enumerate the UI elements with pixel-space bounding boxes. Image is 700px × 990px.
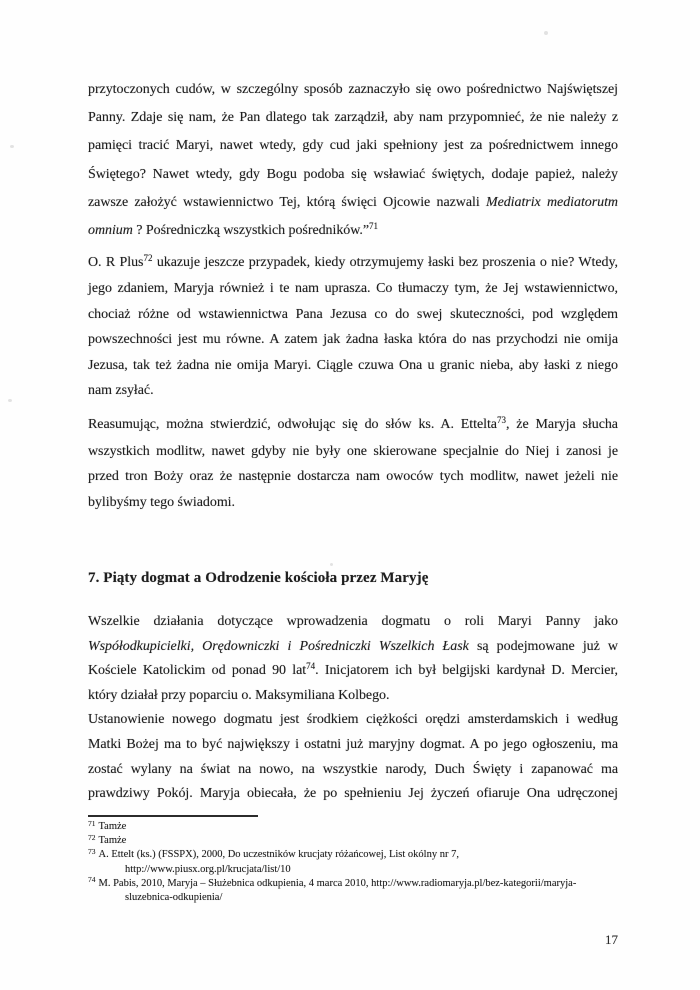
text-line bbox=[88, 610, 618, 635]
text-line bbox=[88, 378, 618, 403]
section-heading bbox=[88, 566, 618, 590]
text-segment: pamięci tracić Maryi, nawet wtedy, gdy cud jaki spełniony jest za pośrednictwem innego bbox=[88, 138, 618, 154]
text-line bbox=[88, 76, 618, 104]
footnote-text: sluzebnica-odkupienia/ bbox=[125, 892, 223, 904]
text-line bbox=[88, 635, 618, 660]
footnote bbox=[88, 820, 628, 834]
text-segment: Matki Bożej ma to być największy i ostatni już maryjny dogmat. A po jego ogłoszeniu, ma bbox=[88, 736, 618, 752]
text-segment: Panny. Zdaje się nam, że Pan dlatego tak zarządził, aby nam przypomnieć, że nie należy z bbox=[88, 110, 618, 126]
footnote-ref: 73 bbox=[496, 415, 506, 425]
text-line bbox=[88, 439, 618, 465]
text-line bbox=[88, 217, 618, 245]
paragraph bbox=[88, 610, 618, 807]
text-line bbox=[88, 132, 618, 160]
text-segment: 7. Piąty dogmat a Odrodzenie kościoła przez Maryję bbox=[88, 570, 429, 586]
text-line bbox=[88, 412, 618, 439]
text-line bbox=[88, 353, 618, 378]
text-segment: bylibyśmy tego świadomi. bbox=[88, 494, 235, 510]
footnote-line bbox=[88, 834, 628, 848]
text-segment: Współodkupicielki, Orędowniczki i Pośredniczki Wszelkich Łask bbox=[88, 638, 469, 654]
text-segment: są podejmowane już w bbox=[468, 638, 618, 654]
text-segment: Świętego? Nawet wtedy, gdy Bogu podoba się wsławiać świętych, dodaje papież, należy bbox=[88, 166, 618, 182]
text-line bbox=[88, 684, 618, 709]
footnote-marker: 73 bbox=[88, 846, 96, 856]
text-segment: zostać wylany na świat na nowo, na wszystkie narody, Duch Święty i zapanować ma bbox=[88, 761, 618, 777]
footnote bbox=[88, 877, 628, 905]
text-segment: Wszelkie działania dotyczące wprowadzenia dogmatu o roli Maryi Panny jako bbox=[88, 614, 618, 629]
text-line bbox=[88, 708, 618, 733]
text-segment: omnium bbox=[88, 223, 133, 239]
footnote-ref: 71 bbox=[369, 221, 379, 232]
text-segment: powszechności jest mu równe. A zatem jak żadna łaska która do nas przychodzi nie omija bbox=[88, 332, 618, 348]
text-segment: Reasumując, można stwierdzić, odwołując się do słów ks. A. Ettelta bbox=[88, 417, 497, 432]
text-line bbox=[88, 276, 618, 301]
text-line bbox=[88, 490, 618, 516]
text-line bbox=[88, 302, 618, 327]
text-line bbox=[88, 189, 618, 217]
footnote-line bbox=[88, 877, 628, 891]
footnote-marker: 71 bbox=[88, 818, 96, 828]
text-segment: Mediatrix mediatorutm bbox=[485, 194, 618, 210]
text-line bbox=[88, 464, 618, 490]
text-line bbox=[88, 104, 618, 132]
text-line bbox=[88, 758, 618, 783]
text-line bbox=[88, 566, 618, 590]
text-segment: ukazuje jeszcze przypadek, kiedy otrzymujemy łaski bez proszenia o nie? Wtedy, bbox=[152, 255, 619, 270]
text-line bbox=[88, 161, 618, 189]
footnote-text: http://www.piusx.org.pl/krucjata/list/10 bbox=[125, 863, 291, 875]
footnote-marker: 72 bbox=[88, 832, 96, 842]
page-number: 17 bbox=[605, 932, 618, 947]
footnote-line bbox=[88, 863, 628, 877]
footnote-ref: 72 bbox=[143, 253, 153, 263]
text-segment: prawdziwy Pokój. Maryja obiecała, że po spełnieniu Jej życzeń ofiaruje Ona udręczonej bbox=[88, 786, 618, 802]
text-segment: ? Pośredniczką wszystkich pośredników.” bbox=[132, 223, 370, 239]
footnote bbox=[88, 834, 628, 848]
scan-speck bbox=[8, 399, 12, 402]
footnote-line bbox=[88, 891, 628, 905]
footnote-marker: 74 bbox=[88, 875, 96, 885]
text-segment: Ustanowienie nowego dogmatu jest środkiem ciężkości orędzi amsterdamskich i według bbox=[88, 712, 618, 728]
scan-speck bbox=[544, 31, 548, 35]
paragraph bbox=[88, 76, 618, 245]
text-segment: chociaż różne od wstawiennictwa Pana Jezusa co do swej skuteczności, pod względem bbox=[88, 306, 618, 322]
footnote-line bbox=[88, 820, 628, 834]
footnote-ref: 74 bbox=[306, 661, 316, 672]
text-segment: Jezusa, tak też żadna nie omija Maryi. Ciągle czuwa Ona u granic nieba, aby łaski z niego bbox=[88, 357, 618, 373]
text-line bbox=[88, 782, 618, 807]
scan-speck bbox=[330, 563, 333, 566]
text-segment: który działał przy poparciu o. Maksymiliana Kolbego. bbox=[88, 687, 390, 703]
text-line bbox=[88, 250, 618, 276]
text-segment: przytoczonych cudów, w szczególny sposób zaznaczyło się owo pośrednictwo Najświętszej bbox=[88, 82, 618, 97]
scan-speck bbox=[10, 145, 14, 148]
text-segment: wszystkich modlitw, nawet gdyby nie były one skierowane specjalnie do Niej i zanosi je bbox=[88, 443, 618, 459]
text-segment: . Inicjatorem ich był belgijski kardynał D. Mercier, bbox=[315, 663, 618, 679]
text-segment: nam zsyłać. bbox=[88, 383, 154, 399]
text-segment: , że Maryja słucha bbox=[505, 417, 618, 432]
text-segment: Kościele Katolickim od ponad 90 lat bbox=[88, 663, 307, 679]
text-line bbox=[88, 659, 618, 684]
footnote-separator bbox=[88, 815, 258, 817]
footnotes bbox=[88, 820, 628, 905]
paragraph bbox=[88, 412, 618, 515]
text-segment: zawsze założyć wstawiennictwo Tej, którą święci Ojcowie nazwali bbox=[88, 194, 486, 210]
paragraph bbox=[88, 250, 618, 403]
text-segment: przed tron Boży oraz że następnie dostarcza nam owoców tych modlitw, nawet jeżeli nie bbox=[88, 469, 618, 485]
text-segment: O. R Plus bbox=[88, 255, 144, 270]
footnote-line bbox=[88, 848, 628, 862]
text-segment: jego zdaniem, Maryja również i te nam uprasza. Co tłumaczy tym, że Jej wstawiennictwo, bbox=[88, 281, 618, 297]
text-line bbox=[88, 327, 618, 352]
footnote-text: Tamże bbox=[98, 821, 127, 832]
footnote bbox=[88, 848, 628, 876]
footnote-text: Tamże bbox=[98, 835, 127, 847]
footnote-text: M. Pabis, 2010, Maryja – Służebnica odkupienia, 4 marca 2010, http://www.radiomaryja.pl/bez-kategorii/maryja- bbox=[98, 877, 577, 889]
text-line bbox=[88, 733, 618, 758]
footnote-text: A. Ettelt (ks.) (FSSPX), 2000, Do uczestników krucjaty różańcowej, List okólny nr 7, bbox=[98, 849, 459, 861]
